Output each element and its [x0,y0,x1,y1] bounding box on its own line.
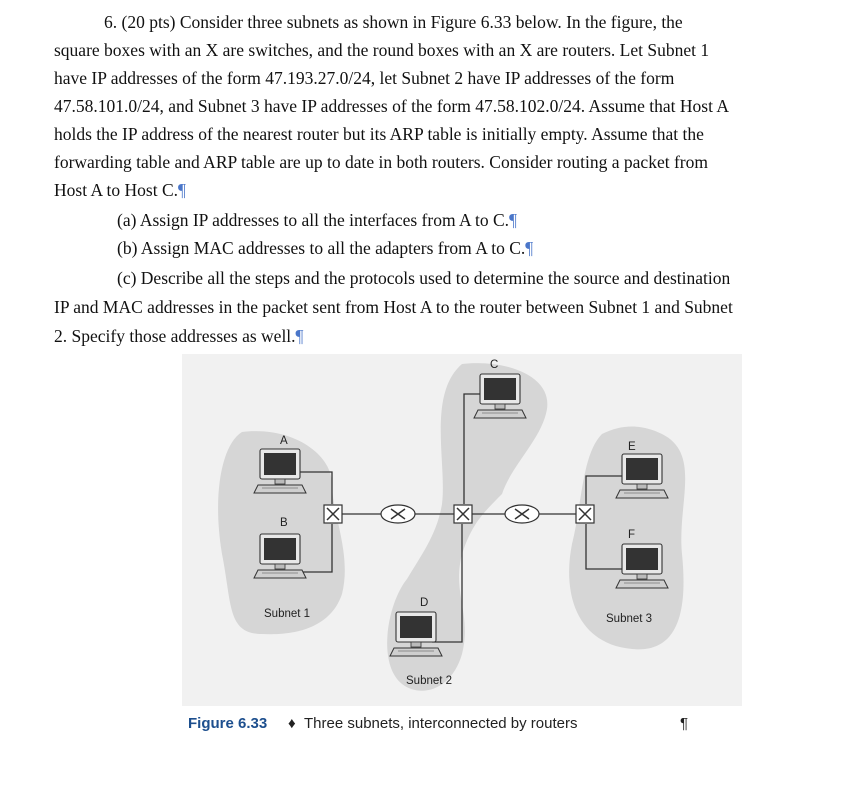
pilcrow-mark: ¶ [295,326,304,346]
host-e-computer-icon [616,454,668,498]
question-line-4: 47.58.101.0/24, and Subnet 3 have IP addresses of the form 47.58.102.0/24. Assume that Host A [54,96,729,116]
caption-bullet: ♦ [288,715,296,732]
host-label-f: F [628,529,636,541]
host-d-computer-icon [390,612,442,656]
host-label-d: D [420,597,429,609]
question-line-6: forwarding table and ARP table are up to date in both routers. Consider routing a packet from [54,152,708,172]
switch-subnet-2 [454,505,472,523]
subnet-label-1: Subnet 1 [264,608,311,620]
host-label-c: C [490,359,499,371]
router-1-2 [381,505,415,523]
host-b-computer-icon [254,534,306,578]
host-a-computer-icon [254,449,306,493]
network-figure [182,354,742,736]
figure-caption-title: Figure 6.33 [188,715,268,732]
switch-subnet-1 [324,505,342,523]
part-c-line-3-text: 2. Specify those addresses as well. [54,326,296,346]
subnet-label-2: Subnet 2 [406,675,453,687]
host-c-computer-icon [474,374,526,418]
host-f-computer-icon [616,544,668,588]
part-c-line-2: IP and MAC addresses in the packet sent from Host A to the router between Subnet 1 and Subnet [54,297,733,317]
question-line-5: holds the IP address of the nearest router but its ARP table is initially empty. Assume that the [54,124,704,144]
figure-caption-text: Three subnets, interconnected by routers [304,715,578,732]
question-line-7-text: Host A to Host C. [54,180,178,200]
host-label-a: A [280,435,288,447]
pilcrow-mark: ¶ [509,210,517,230]
question-line-2: square boxes with an X are switches, and the round boxes with an X are routers. Let Subnet 1 [54,40,710,60]
part-b [117,238,533,258]
pilcrow-mark: ¶ [178,180,186,200]
host-label-b: B [280,517,288,529]
switch-subnet-3 [576,505,594,523]
question-line-3: have IP addresses of the form 47.193.27.0/24, let Subnet 2 have IP addresses of the form [54,68,675,88]
part-a [117,210,517,230]
router-2-3 [505,505,539,523]
part-b-text: (b) Assign MAC addresses to all the adapters from A to C. [117,238,526,258]
part-c: (c) Describe all the steps and the protocols used to determine the source and destination [117,268,731,288]
pilcrow-mark: ¶ [525,238,534,258]
subnet-label-3: Subnet 3 [606,613,653,625]
host-label-e: E [628,441,636,453]
part-a-text: (a) Assign IP addresses to all the interfaces from A to C. [117,210,510,230]
caption-pilcrow: ¶ [680,715,689,732]
part-c-line-3 [54,326,303,346]
question-line-1: 6. (20 pts) Consider three subnets as shown in Figure 6.33 below. In the figure, the [104,12,683,32]
question-line-7 [54,180,186,200]
